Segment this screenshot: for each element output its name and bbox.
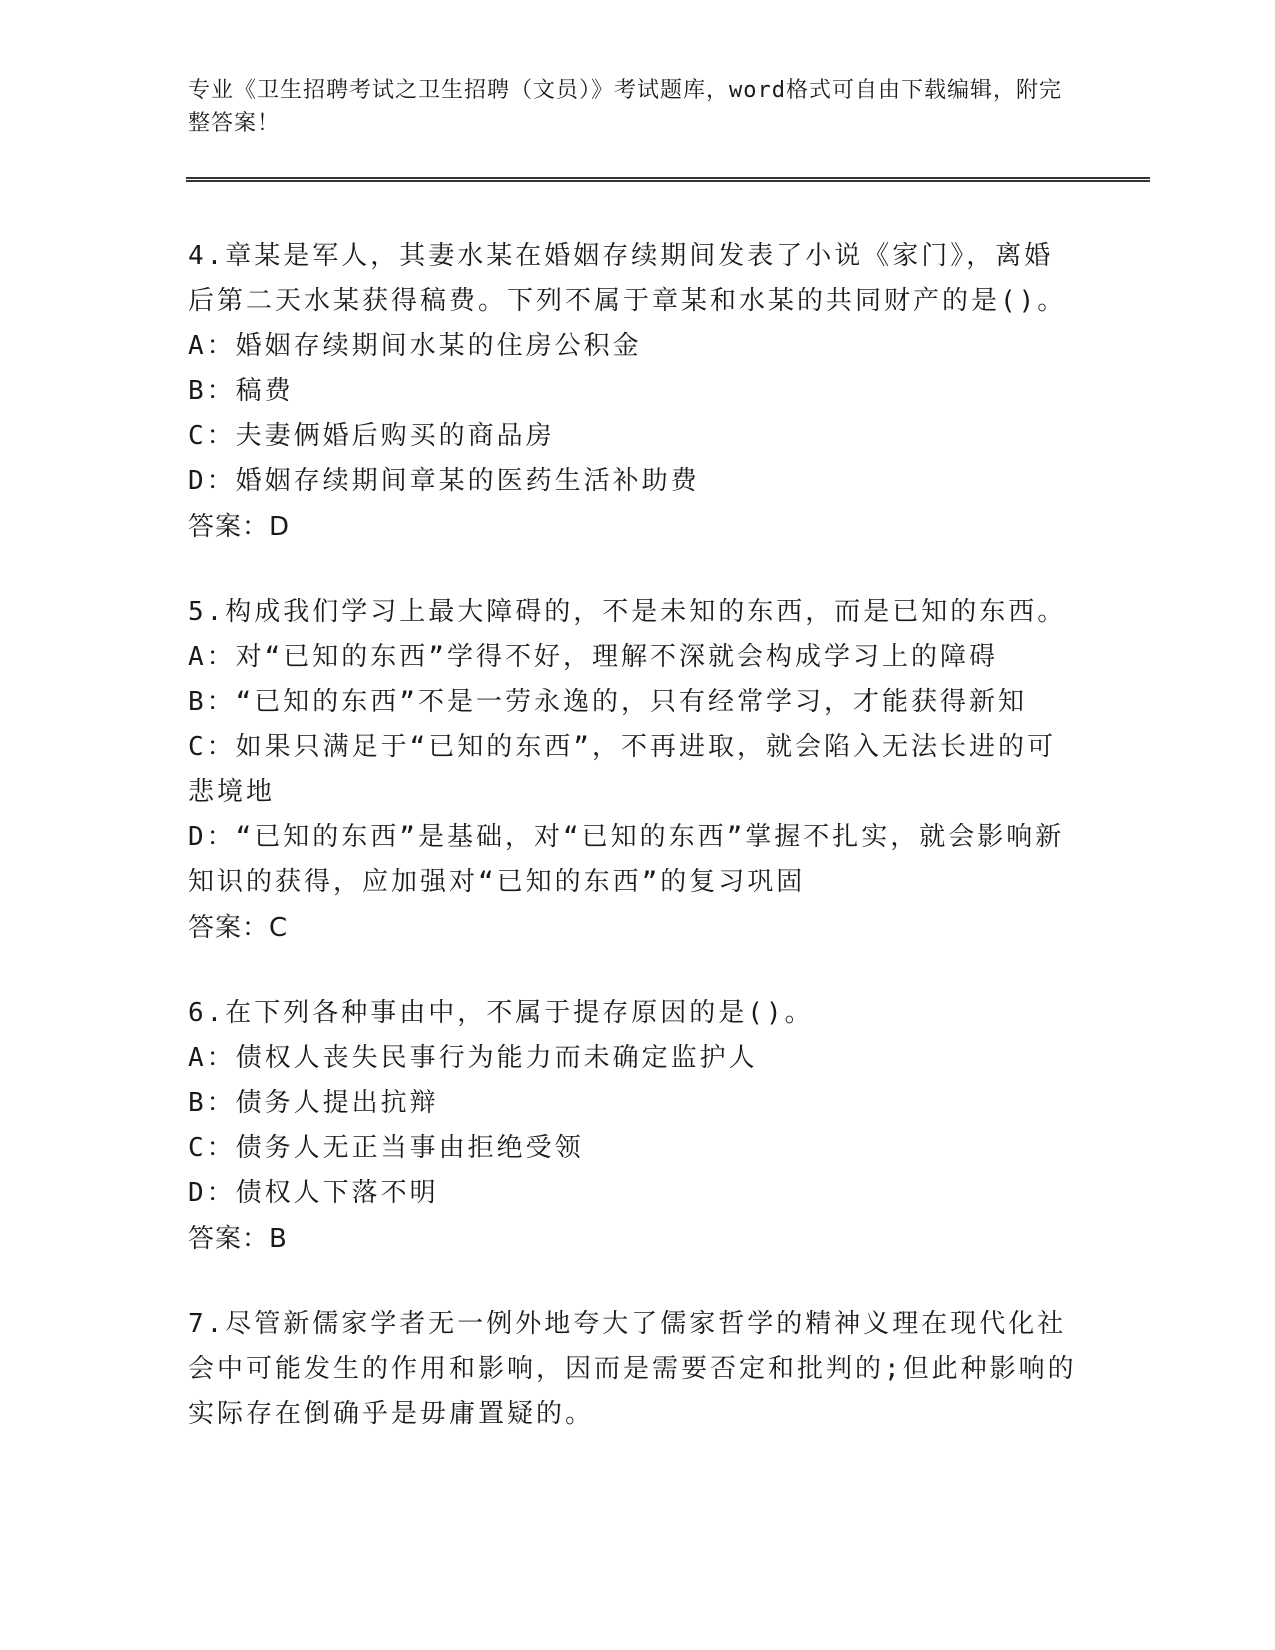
- document-header: 专业《卫生招聘考试之卫生招聘（文员）》考试题库，word格式可自由下载编辑，附完整答案！: [188, 78, 1062, 136]
- option-d: D：债权人下落不明: [188, 1178, 439, 1208]
- question-6: [188, 991, 1078, 1262]
- option-c: C：如果只满足于“已知的东西”，不再进取，就会陷入无法长进的可悲境地: [188, 732, 1056, 807]
- answer-label: 答案：B: [188, 1224, 288, 1254]
- option-d: D：“已知的东西”是基础，对“已知的东西”掌握不扎实，就会影响新知识的获得，应加强对“已知的东西”的复习巩固: [188, 822, 1065, 897]
- question-list: [188, 234, 1078, 1477]
- option-c: C：夫妻俩婚后购买的商品房: [188, 421, 555, 451]
- option-b: B：“已知的东西”不是一劳永逸的，只有经常学习，才能获得新知: [188, 687, 1027, 717]
- question-text: 6.在下列各种事由中，不属于提存原因的是()。: [188, 998, 814, 1028]
- answer-label: 答案：D: [188, 512, 291, 542]
- header-divider: [186, 177, 1150, 182]
- question-text: 5.构成我们学习上最大障碍的，不是未知的东西，而是已知的东西。: [188, 597, 1067, 627]
- question-text: 7.尽管新儒家学者无一例外地夸大了儒家哲学的精神义理在现代化社会中可能发生的作用和影响，因而是需要否定和批判的;但此种影响的实际存在倒确乎是毋庸置疑的。: [188, 1309, 1077, 1429]
- question-4: [188, 234, 1078, 550]
- question-text: 4.章某是军人，其妻水某在婚姻存续期间发表了小说《家门》，离婚后第二天水某获得稿费。下列不属于章某和水某的共同财产的是()。: [188, 241, 1067, 316]
- option-a: A：婚姻存续期间水某的住房公积金: [188, 331, 642, 361]
- option-c: C：债务人无正当事由拒绝受领: [188, 1133, 584, 1163]
- question-7: [188, 1302, 1078, 1437]
- option-b: B：债务人提出抗辩: [188, 1088, 439, 1118]
- answer-label: 答案：C: [188, 913, 289, 943]
- option-b: B：稿费: [188, 376, 294, 406]
- option-a: A：债权人丧失民事行为能力而未确定监护人: [188, 1043, 758, 1073]
- question-5: [188, 590, 1078, 951]
- option-d: D：婚姻存续期间章某的医药生活补助费: [188, 466, 700, 496]
- option-a: A：对“已知的东西”学得不好，理解不深就会构成学习上的障碍: [188, 642, 998, 672]
